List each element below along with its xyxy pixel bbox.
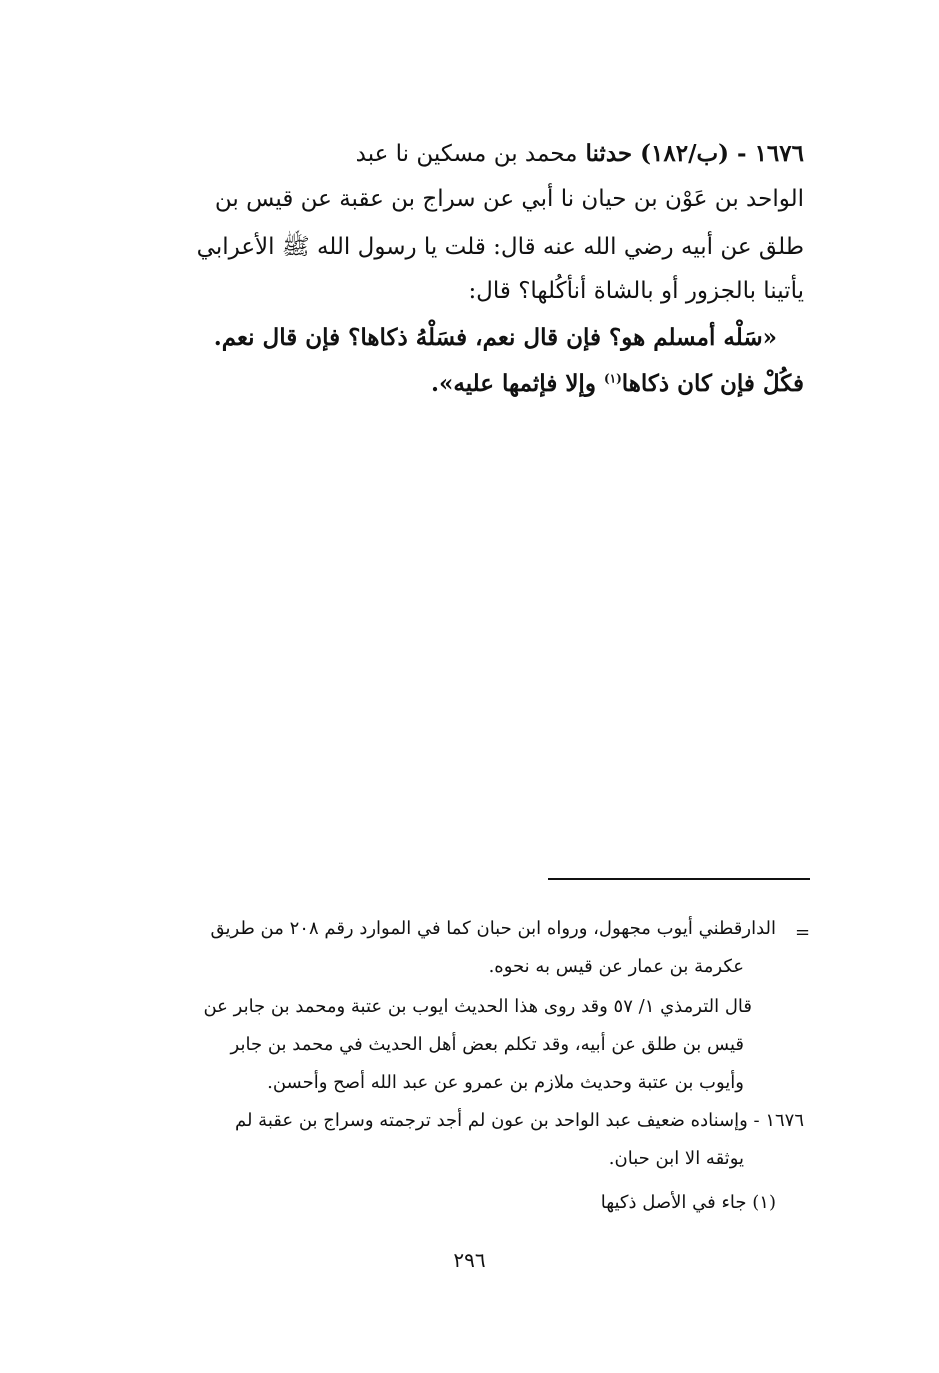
hadith-number: ١٦٧٦ - (ب/١٨٢) [640, 140, 804, 167]
hadith-line-6b: وإلا فإثمها عليه». [431, 370, 604, 397]
footnote-ref: (١) [603, 371, 622, 386]
haddathana: حدثنا [585, 140, 633, 167]
footnote-line-7: يوثقه الا ابن حبان. [608, 1148, 744, 1169]
footnote-line-2: عكرمة بن عمار عن قيس به نحوه. [488, 956, 744, 977]
footnote-separator [548, 878, 810, 880]
hadith-line-3: طلق عن أبيه رضي الله عنه قال: قلت يا رسول الله ﷺ الأعرابي [196, 234, 804, 260]
page-number: ٢٩٦ [453, 1248, 486, 1272]
footnote-line-4: قيس بن طلق عن أبيه، وقد تكلم بعض أهل الحديث في محمد بن جابر [230, 1034, 744, 1055]
hadith-line-1-rest: محمد بن مسكين نا عبد [355, 141, 578, 167]
footnote-line-6: ١٦٧٦ - وإسناده ضعيف عبد الواحد بن عون لم أجد ترجمته وسراج بن عقبة لم [234, 1110, 804, 1131]
footnote-line-3: قال الترمذي ١/ ٥٧ وقد روى هذا الحديث ايوب بن عتبة ومحمد بن جابر عن [203, 996, 752, 1017]
hadith-line-6 [431, 370, 804, 397]
footnote-line-5: وأيوب بن عتبة وحديث ملازم بن عمرو عن عبد الله أصح وأحسن. [267, 1072, 744, 1093]
footnote-line-8: (١) جاء في الأصل ذكيها [600, 1192, 776, 1213]
hadith-line-6a: فكُلْ فإن كان ذكاها [621, 370, 804, 397]
hadith-line-4: يأتينا بالجزور أو بالشاة أنأكُلها؟ قال: [468, 278, 804, 304]
hadith-line-2: الواحد بن عَوْن بن حيان نا أبي عن سراج بن عقبة عن قيس بن [214, 186, 804, 212]
continuation-mark: = [795, 922, 811, 943]
hadith-line-5: «سَلْه أمسلم هو؟ فإن قال نعم، فسَلْهُ ذكاها؟ فإن قال نعم. [213, 324, 777, 351]
hadith-line-1 [356, 140, 804, 167]
footnote-line-1: الدارقطني أيوب مجهول، ورواه ابن حبان كما في الموارد رقم ٢٠٨ من طريق [210, 918, 776, 939]
